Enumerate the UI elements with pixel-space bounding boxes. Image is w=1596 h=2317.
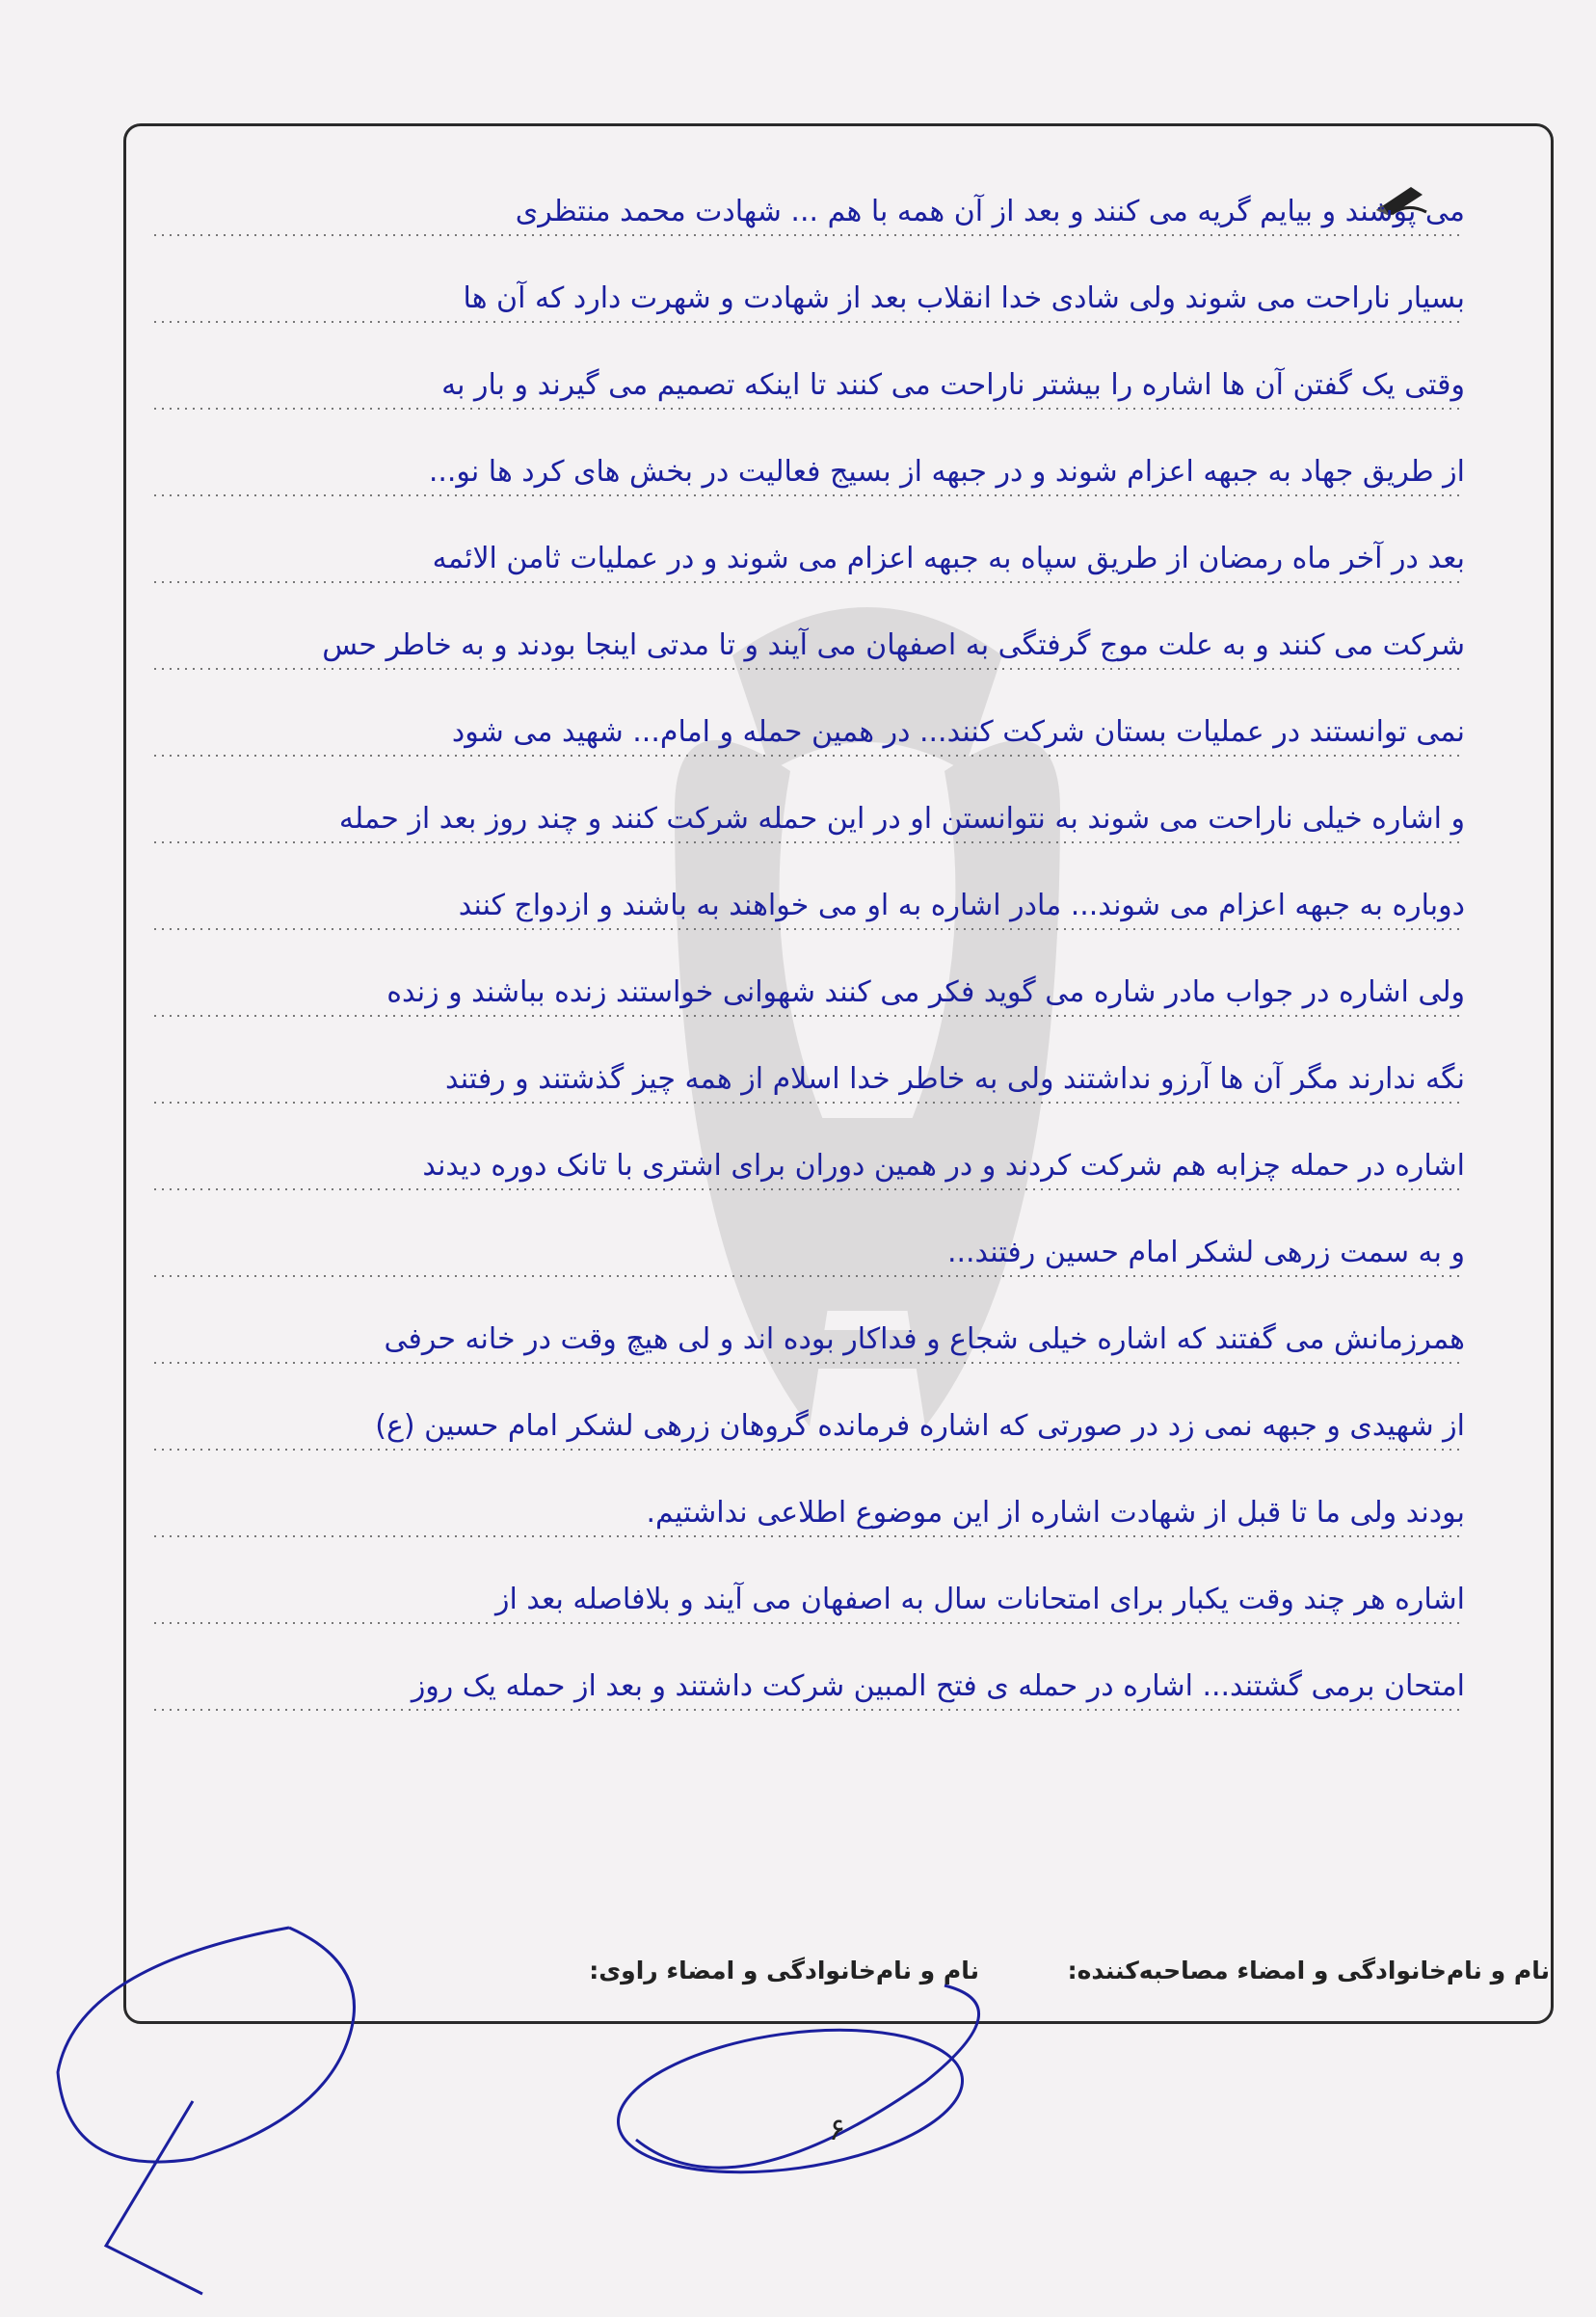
handwritten-line: از طریق جهاد به جبهه اعزام شوند و در جبهه از بسیج فعالیت در بخش های کرد ها نو... <box>428 455 1465 489</box>
handwritten-line: اشاره در حمله چزابه هم شرکت کردند و در همین دوران برای اشتری با تانک دوره دیدند <box>422 1149 1465 1183</box>
handwritten-line: وقتی یک گفتن آن ها اشاره را بیشتر ناراحت می کنند تا اینکه تصمیم می گیرند و بار به <box>441 368 1465 402</box>
handwritten-line: نگه ندارند مگر آن ها آرزو نداشتند ولی به خاطر خدا اسلام از همه چیز گذشتند و رفتند <box>444 1062 1465 1096</box>
narrator-signature-label: نام و نام‌خانوادگی و امضاء راوی: <box>589 1957 979 1984</box>
handwritten-line: و به سمت زرهی لشکر امام حسین رفتند... <box>946 1236 1465 1269</box>
handwritten-line: همرزمانش می گفتند که اشاره خیلی شجاع و فداکار بوده اند و لی هیچ وقت در خانه حرفی <box>384 1322 1465 1356</box>
handwritten-line: نمی توانستند در عملیات بستان شرکت کنند... در همین حمله و امام... شهید می شود <box>451 715 1465 749</box>
handwritten-line: اشاره هر چند وقت یکبار برای امتحانات سال به اصفهان می آیند و بلافاصله بعد از <box>494 1583 1465 1616</box>
handwritten-line: امتحان برمی گشتند... اشاره در حمله ی فتح المبین شرکت داشتند و بعد از حمله یک روز <box>411 1669 1465 1703</box>
interviewer-signature-label: نام و نام‌خانوادگی و امضاء مصاحبه‌کننده: <box>1067 1957 1550 1984</box>
handwritten-line: شرکت می کنند و به علت موج گرفتگی به اصفهان می آیند و تا مدتی اینجا بودند و به خاطر حس <box>322 628 1465 662</box>
handwritten-line: بسیار ناراحت می شوند ولی شادی خدا انقلاب بعد از شهادت و شهرت دارد که آن ها <box>463 281 1465 315</box>
handwritten-line: ولی اشاره در جواب مادر شاره می گوید فکر می کنند شهوانی خواستند زنده بباشند و زنده <box>386 975 1465 1009</box>
handwritten-line: دوباره به جبهه اعزام می شوند... مادر اشاره به او می خواهند به باشند و ازدواج کنند <box>458 889 1465 922</box>
handwritten-line: و اشاره خیلی ناراحت می شوند به نتوانستن او در این حمله شرکت کنند و چند روز بعد از حمله <box>338 802 1465 836</box>
handwritten-line: می پوشند و بیایم گریه می کنند و بعد از آن همه با هم ... شهادت محمد منتظری <box>515 195 1465 228</box>
handwritten-line: بودند ولی ما تا قبل از شهادت اشاره از این موضوع اطلاعی نداشتیم. <box>646 1496 1465 1530</box>
handwritten-line: بعد در آخر ماه رمضان از طریق سپاه به جبهه اعزام می شوند و در عملیات ثامن الائمه <box>432 542 1465 575</box>
handwritten-line: از شهیدی و جبهه نمی زد در صورتی که اشاره فرمانده گروهان زرهی لشکر امام حسین (ع) <box>375 1409 1465 1443</box>
page-number: ۶ <box>829 2111 846 2147</box>
